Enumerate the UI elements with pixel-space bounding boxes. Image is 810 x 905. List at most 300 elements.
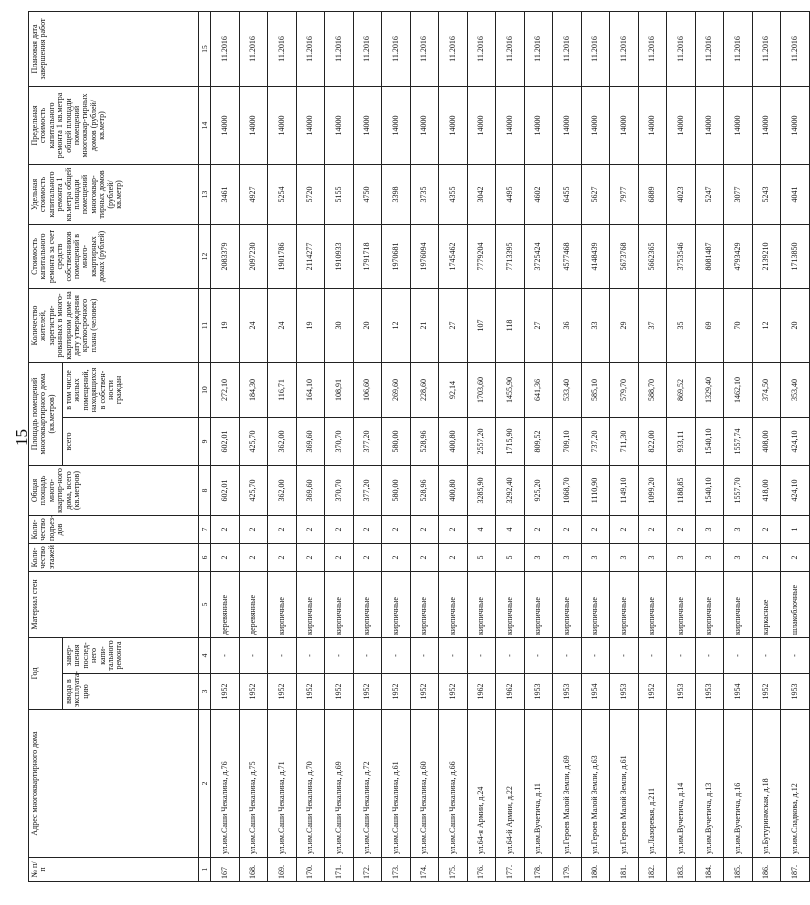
- total-area-cell: 3292,40: [496, 465, 525, 515]
- planned-date-cell: 11.2016: [211, 11, 240, 86]
- floors-cell: 2: [239, 543, 268, 571]
- cost-cell: 4577468: [553, 224, 582, 288]
- entrances-cell: 2: [353, 515, 382, 543]
- year-cell: 1954: [581, 674, 610, 710]
- floors-cell: 3: [610, 543, 639, 571]
- last-repair-cell: -: [467, 637, 496, 673]
- material-cell: кирпичные: [439, 571, 468, 637]
- column-number-row: [199, 11, 211, 881]
- private-area-cell: 164,10: [296, 362, 325, 417]
- floors-cell: 2: [353, 543, 382, 571]
- cost-cell: 4793429: [724, 224, 753, 288]
- column-number: 11: [199, 288, 211, 362]
- residents-cell: 35: [667, 288, 696, 362]
- rotated-table-wrapper: [28, 12, 799, 882]
- material-cell: кирпичные: [695, 571, 724, 637]
- entrances-cell: 2: [439, 515, 468, 543]
- private-area-cell: 92,14: [439, 362, 468, 417]
- floors-cell: 2: [752, 543, 781, 571]
- row-number: 178.: [524, 858, 553, 882]
- last-repair-cell: -: [524, 637, 553, 673]
- table-row: [524, 11, 553, 881]
- total-area-cell: 1099,20: [638, 465, 667, 515]
- entrances-cell: 4: [496, 515, 525, 543]
- last-repair-cell: -: [667, 637, 696, 673]
- table-row: [439, 11, 468, 881]
- planned-date-cell: 11.2016: [467, 11, 496, 86]
- year-cell: 1954: [724, 674, 753, 710]
- planned-date-cell: 11.2016: [382, 11, 411, 86]
- residents-cell: 20: [353, 288, 382, 362]
- residents-cell: 24: [268, 288, 297, 362]
- limit-cost-cell: 14000: [581, 86, 610, 164]
- year-cell: 1953: [524, 674, 553, 710]
- address-cell: ул.им.Саши Чекалина, д.71: [268, 710, 297, 858]
- entrances-cell: 2: [752, 515, 781, 543]
- entrances-cell: 3: [724, 515, 753, 543]
- year-cell: 1952: [439, 674, 468, 710]
- address-cell: ул.им.Саши Чекалина, д.70: [296, 710, 325, 858]
- last-repair-cell: -: [781, 637, 810, 673]
- premises-area-cell: 737,20: [581, 417, 610, 465]
- cost-cell: 2139210: [752, 224, 781, 288]
- cost-cell: 1901786: [268, 224, 297, 288]
- column-number: 3: [199, 674, 211, 710]
- limit-cost-cell: 14000: [467, 86, 496, 164]
- planned-date-cell: 11.2016: [239, 11, 268, 86]
- year-cell: 1952: [296, 674, 325, 710]
- last-repair-cell: -: [325, 637, 354, 673]
- limit-cost-cell: 14000: [553, 86, 582, 164]
- limit-cost-cell: 14000: [211, 86, 240, 164]
- private-area-cell: 1462,10: [724, 362, 753, 417]
- floors-cell: 2: [781, 543, 810, 571]
- unit-cost-cell: 4355: [439, 164, 468, 224]
- address-cell: ул.им.Вучетича, д.16: [724, 710, 753, 858]
- premises-area-cell: 709,10: [553, 417, 582, 465]
- year-cell: 1952: [325, 674, 354, 710]
- unit-cost-cell: 6889: [638, 164, 667, 224]
- table-row: [325, 11, 354, 881]
- row-number: 169.: [268, 858, 297, 882]
- unit-cost-cell: 5247: [695, 164, 724, 224]
- limit-cost-cell: 14000: [296, 86, 325, 164]
- material-cell: кирпичные: [667, 571, 696, 637]
- last-repair-cell: -: [581, 637, 610, 673]
- premises-area-cell: 1715,90: [496, 417, 525, 465]
- column-number: 7: [199, 515, 211, 543]
- address-cell: ул.Бутуринмская, д.18: [752, 710, 781, 858]
- entrances-cell: 2: [268, 515, 297, 543]
- cost-cell: 5662365: [638, 224, 667, 288]
- material-cell: деревянные: [211, 571, 240, 637]
- floors-cell: 2: [439, 543, 468, 571]
- private-area-cell: 374,50: [752, 362, 781, 417]
- total-area-cell: 424,10: [781, 465, 810, 515]
- last-repair-cell: -: [382, 637, 411, 673]
- row-number: 170.: [296, 858, 325, 882]
- total-area-cell: 1540,10: [695, 465, 724, 515]
- table-row: [752, 11, 781, 881]
- last-repair-cell: -: [296, 637, 325, 673]
- header-entrances: Коли-чество подъез-дов: [29, 515, 199, 543]
- header-residents: Количество жителей, зарегистри-рованных в много-квартирном доме на дату утверждения краткосрочного плана (человек): [29, 288, 199, 362]
- limit-cost-cell: 14000: [667, 86, 696, 164]
- private-area-cell: 579,70: [610, 362, 639, 417]
- year-cell: 1952: [410, 674, 439, 710]
- unit-cost-cell: 3042: [467, 164, 496, 224]
- address-cell: ул.Героев Малой Земли, д.61: [610, 710, 639, 858]
- cost-cell: 2097230: [239, 224, 268, 288]
- planned-date-cell: 11.2016: [695, 11, 724, 86]
- last-repair-cell: -: [268, 637, 297, 673]
- row-number: 182.: [638, 858, 667, 882]
- year-cell: 1962: [467, 674, 496, 710]
- limit-cost-cell: 14000: [524, 86, 553, 164]
- material-cell: кирпичные: [296, 571, 325, 637]
- premises-area-cell: 1540,10: [695, 417, 724, 465]
- premises-area-cell: 580,00: [382, 417, 411, 465]
- column-number: 8: [199, 465, 211, 515]
- material-cell: кирпичные: [496, 571, 525, 637]
- unit-cost-cell: 5254: [268, 164, 297, 224]
- row-number: 180.: [581, 858, 610, 882]
- cost-cell: 3725424: [524, 224, 553, 288]
- header-planned-date: Плановая дата завершения работ: [29, 11, 199, 86]
- premises-area-cell: 933,11: [667, 417, 696, 465]
- limit-cost-cell: 14000: [752, 86, 781, 164]
- planned-date-cell: 11.2016: [610, 11, 639, 86]
- address-cell: ул.64-й Армии, д.22: [496, 710, 525, 858]
- cost-cell: 1791718: [353, 224, 382, 288]
- limit-cost-cell: 14000: [410, 86, 439, 164]
- premises-area-cell: 602,01: [211, 417, 240, 465]
- limit-cost-cell: 14000: [353, 86, 382, 164]
- column-number: 13: [199, 164, 211, 224]
- premises-area-cell: 369,60: [296, 417, 325, 465]
- address-cell: ул.им.Вучетича, д.13: [695, 710, 724, 858]
- header-year-last-repair: завер-шения послед-него капи-тального ремонта: [63, 637, 199, 673]
- table-row: [467, 11, 496, 881]
- material-cell: кирпичные: [382, 571, 411, 637]
- cost-cell: 1976094: [410, 224, 439, 288]
- material-cell: кирпичные: [581, 571, 610, 637]
- private-area-cell: 353,40: [781, 362, 810, 417]
- private-area-cell: 1329,40: [695, 362, 724, 417]
- private-area-cell: 108,91: [325, 362, 354, 417]
- year-cell: 1952: [268, 674, 297, 710]
- entrances-cell: 4: [467, 515, 496, 543]
- row-number: 167: [211, 858, 240, 882]
- capital-repair-table: [28, 11, 810, 882]
- floors-cell: 2: [268, 543, 297, 571]
- total-area-cell: 418,00: [752, 465, 781, 515]
- material-cell: кирпичные: [467, 571, 496, 637]
- table-row: [496, 11, 525, 881]
- planned-date-cell: 11.2016: [496, 11, 525, 86]
- row-number: 179.: [553, 858, 582, 882]
- table-row: [296, 11, 325, 881]
- year-cell: 1952: [211, 674, 240, 710]
- last-repair-cell: -: [724, 637, 753, 673]
- floors-cell: 2: [410, 543, 439, 571]
- total-area-cell: 925,20: [524, 465, 553, 515]
- limit-cost-cell: 14000: [724, 86, 753, 164]
- floors-cell: 3: [724, 543, 753, 571]
- entrances-cell: 2: [638, 515, 667, 543]
- limit-cost-cell: 14000: [610, 86, 639, 164]
- limit-cost-cell: 14000: [439, 86, 468, 164]
- residents-cell: 27: [439, 288, 468, 362]
- residents-cell: 21: [410, 288, 439, 362]
- entrances-cell: 2: [667, 515, 696, 543]
- table-row: [268, 11, 297, 881]
- total-area-cell: 369,60: [296, 465, 325, 515]
- column-number: 15: [199, 11, 211, 86]
- residents-cell: 12: [752, 288, 781, 362]
- entrances-cell: 1: [781, 515, 810, 543]
- year-cell: 1953: [695, 674, 724, 710]
- residents-cell: 37: [638, 288, 667, 362]
- private-area-cell: 106,60: [353, 362, 382, 417]
- row-number: 184.: [695, 858, 724, 882]
- premises-area-cell: 2557,20: [467, 417, 496, 465]
- address-cell: ул.им.Саши Чекалина, д.60: [410, 710, 439, 858]
- unit-cost-cell: 5155: [325, 164, 354, 224]
- unit-cost-cell: 4927: [239, 164, 268, 224]
- cost-cell: 3753546: [667, 224, 696, 288]
- entrances-cell: 2: [524, 515, 553, 543]
- private-area-cell: 588,70: [638, 362, 667, 417]
- row-number: 181.: [610, 858, 639, 882]
- unit-cost-cell: 3077: [724, 164, 753, 224]
- planned-date-cell: 11.2016: [410, 11, 439, 86]
- unit-cost-cell: 3398: [382, 164, 411, 224]
- unit-cost-cell: 3735: [410, 164, 439, 224]
- header-year: Год: [29, 637, 63, 709]
- limit-cost-cell: 14000: [638, 86, 667, 164]
- header-unit-cost: Удельная стоимость капитального ремонта 1 кв.метра общей площади помещений многоквар-тирных домов (рублей/кв.метр): [29, 164, 199, 224]
- page-number: 15: [12, 429, 31, 446]
- private-area-cell: 184,30: [239, 362, 268, 417]
- floors-cell: 5: [496, 543, 525, 571]
- table-row: [410, 11, 439, 881]
- unit-cost-cell: 5627: [581, 164, 610, 224]
- premises-area-cell: 528,96: [410, 417, 439, 465]
- header-premises-area: Площадь помещений многоквартирного дома (кв.метров): [29, 362, 63, 465]
- table-row: [781, 11, 810, 881]
- material-cell: кирпичные: [724, 571, 753, 637]
- planned-date-cell: 11.2016: [667, 11, 696, 86]
- total-area-cell: 602,01: [211, 465, 240, 515]
- address-cell: ул.им.Саши Чекалина, д.66: [439, 710, 468, 858]
- cost-cell: 1910933: [325, 224, 354, 288]
- total-area-cell: 425,70: [239, 465, 268, 515]
- limit-cost-cell: 14000: [325, 86, 354, 164]
- unit-cost-cell: 4041: [781, 164, 810, 224]
- private-area-cell: 272,10: [211, 362, 240, 417]
- planned-date-cell: 11.2016: [296, 11, 325, 86]
- unit-cost-cell: 5243: [752, 164, 781, 224]
- residents-cell: 20: [781, 288, 810, 362]
- private-area-cell: 116,71: [268, 362, 297, 417]
- header-limit-cost: Предельная стоимость капитального ремонта 1 кв.метра общей площади помещений многоквар-тирных домов (рублей/кв.метр): [29, 86, 199, 164]
- residents-cell: 36: [553, 288, 582, 362]
- residents-cell: 118: [496, 288, 525, 362]
- last-repair-cell: -: [695, 637, 724, 673]
- row-number: 183.: [667, 858, 696, 882]
- planned-date-cell: 11.2016: [553, 11, 582, 86]
- private-area-cell: 1455,90: [496, 362, 525, 417]
- table-row: [667, 11, 696, 881]
- address-cell: ул.им.Саши Чекалина, д.72: [353, 710, 382, 858]
- premises-area-cell: 362,00: [268, 417, 297, 465]
- limit-cost-cell: 14000: [382, 86, 411, 164]
- year-cell: 1962: [496, 674, 525, 710]
- entrances-cell: 2: [581, 515, 610, 543]
- residents-cell: 70: [724, 288, 753, 362]
- year-cell: 1952: [239, 674, 268, 710]
- row-number: 173.: [382, 858, 411, 882]
- premises-area-cell: 408,00: [752, 417, 781, 465]
- cost-cell: 2083379: [211, 224, 240, 288]
- unit-cost-cell: 6455: [553, 164, 582, 224]
- row-number: 171.: [325, 858, 354, 882]
- last-repair-cell: -: [638, 637, 667, 673]
- premises-area-cell: 424,10: [781, 417, 810, 465]
- header-wall-material: Материал стен: [29, 571, 199, 637]
- residents-cell: 33: [581, 288, 610, 362]
- column-number: 12: [199, 224, 211, 288]
- residents-cell: 30: [325, 288, 354, 362]
- total-area-cell: 1068,70: [553, 465, 582, 515]
- unit-cost-cell: 3461: [211, 164, 240, 224]
- column-number: 1: [199, 858, 211, 882]
- header-year-commissioned: ввода в эксплуата-цию: [63, 674, 199, 710]
- table-row: [610, 11, 639, 881]
- planned-date-cell: 11.2016: [752, 11, 781, 86]
- limit-cost-cell: 14000: [239, 86, 268, 164]
- residents-cell: 69: [695, 288, 724, 362]
- last-repair-cell: -: [553, 637, 582, 673]
- material-cell: кирпичные: [610, 571, 639, 637]
- unit-cost-cell: 4750: [353, 164, 382, 224]
- private-area-cell: 269,60: [382, 362, 411, 417]
- floors-cell: 5: [467, 543, 496, 571]
- row-number: 185.: [724, 858, 753, 882]
- column-number: 6: [199, 543, 211, 571]
- floors-cell: 3: [638, 543, 667, 571]
- cost-cell: 1713850: [781, 224, 810, 288]
- header-area-private: в том числе жилых помещений, находящихся в собствен-ности граждан: [63, 362, 199, 417]
- last-repair-cell: -: [752, 637, 781, 673]
- planned-date-cell: 11.2016: [724, 11, 753, 86]
- premises-area-cell: 822,00: [638, 417, 667, 465]
- cost-cell: 7779204: [467, 224, 496, 288]
- row-number: 176.: [467, 858, 496, 882]
- material-cell: кирпичные: [410, 571, 439, 637]
- header-num: № п/п: [29, 858, 199, 882]
- year-cell: 1953: [610, 674, 639, 710]
- planned-date-cell: 11.2016: [353, 11, 382, 86]
- last-repair-cell: -: [439, 637, 468, 673]
- floors-cell: 2: [382, 543, 411, 571]
- unit-cost-cell: 5720: [296, 164, 325, 224]
- planned-date-cell: 11.2016: [325, 11, 354, 86]
- year-cell: 1952: [752, 674, 781, 710]
- column-number: 9: [199, 417, 211, 465]
- total-area-cell: 3285,90: [467, 465, 496, 515]
- address-cell: ул.64-я Армии, д.24: [467, 710, 496, 858]
- table-row: [724, 11, 753, 881]
- private-area-cell: 533,40: [553, 362, 582, 417]
- address-cell: ул.им.Сладкова, д.12: [781, 710, 810, 858]
- material-cell: кирпичные: [638, 571, 667, 637]
- material-cell: каркасные: [752, 571, 781, 637]
- premises-area-cell: 711,30: [610, 417, 639, 465]
- cost-cell: 1970681: [382, 224, 411, 288]
- address-cell: ул.им.Саши Чекалина, д.75: [239, 710, 268, 858]
- cost-cell: 4148439: [581, 224, 610, 288]
- entrances-cell: 2: [553, 515, 582, 543]
- last-repair-cell: -: [610, 637, 639, 673]
- private-area-cell: 641,36: [524, 362, 553, 417]
- year-cell: 1952: [382, 674, 411, 710]
- table-row: [382, 11, 411, 881]
- limit-cost-cell: 14000: [695, 86, 724, 164]
- limit-cost-cell: 14000: [496, 86, 525, 164]
- premises-area-cell: 400,80: [439, 417, 468, 465]
- planned-date-cell: 11.2016: [638, 11, 667, 86]
- total-area-cell: 1188,85: [667, 465, 696, 515]
- year-cell: 1953: [781, 674, 810, 710]
- year-cell: 1953: [553, 674, 582, 710]
- private-area-cell: 585,10: [581, 362, 610, 417]
- premises-area-cell: 425,70: [239, 417, 268, 465]
- header-floors: Коли-чество этажей: [29, 543, 199, 571]
- floors-cell: 3: [581, 543, 610, 571]
- total-area-cell: 362,00: [268, 465, 297, 515]
- cost-cell: 8081487: [695, 224, 724, 288]
- total-area-cell: 1149,10: [610, 465, 639, 515]
- year-cell: 1952: [353, 674, 382, 710]
- address-cell: ул.им.Вучетича, д.14: [667, 710, 696, 858]
- total-area-cell: 400,80: [439, 465, 468, 515]
- unit-cost-cell: 4023: [667, 164, 696, 224]
- header-total-area: Общая площадь много-квартир-ного дома, всего (кв.метров): [29, 465, 199, 515]
- planned-date-cell: 11.2016: [439, 11, 468, 86]
- material-cell: кирпичные: [268, 571, 297, 637]
- total-area-cell: 377,20: [353, 465, 382, 515]
- column-number: 14: [199, 86, 211, 164]
- address-cell: ул.Героев Малой Земли, д.63: [581, 710, 610, 858]
- year-cell: 1953: [667, 674, 696, 710]
- table-row: [638, 11, 667, 881]
- entrances-cell: 2: [296, 515, 325, 543]
- unit-cost-cell: 4495: [496, 164, 525, 224]
- cost-cell: 2114277: [296, 224, 325, 288]
- private-area-cell: 228,60: [410, 362, 439, 417]
- floors-cell: 3: [667, 543, 696, 571]
- premises-area-cell: 377,20: [353, 417, 382, 465]
- cost-cell: 1745462: [439, 224, 468, 288]
- row-number: 168.: [239, 858, 268, 882]
- column-number: 2: [199, 710, 211, 858]
- address-cell: ул.им.Саши Чекалина, д.61: [382, 710, 411, 858]
- header-area-all: всего: [63, 417, 199, 465]
- row-number: 172.: [353, 858, 382, 882]
- total-area-cell: 370,70: [325, 465, 354, 515]
